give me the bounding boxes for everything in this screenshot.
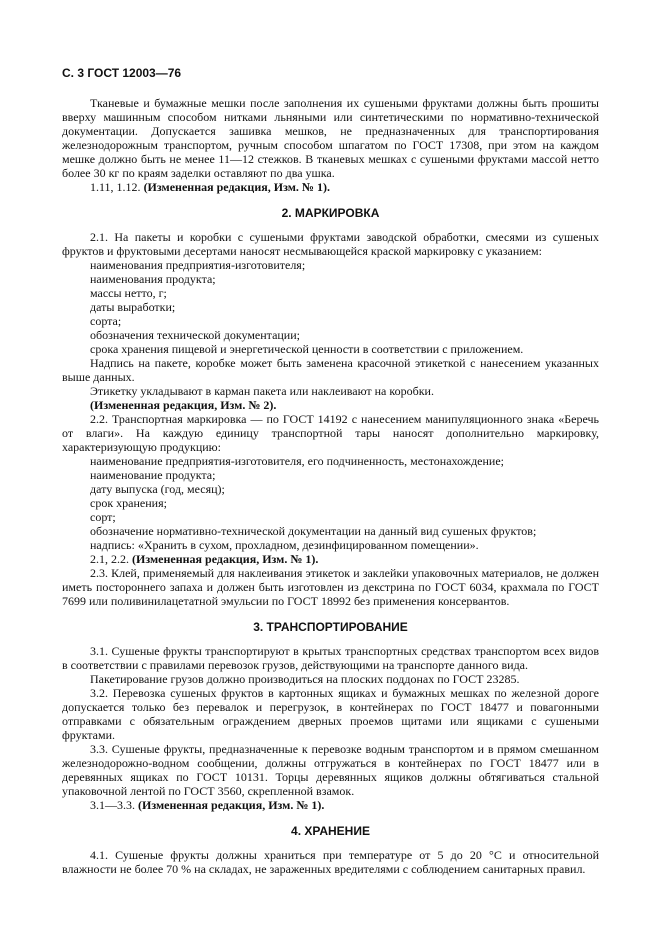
- paragraph: 3.1. Сушеные фрукты транспортируют в крытых транспортных средствах транспортом всех видов в соответствии с правилами перевозок грузов, действующими на транспорте данного вида.: [62, 644, 599, 672]
- paragraph: Тканевые и бумажные мешки после заполнения их сушеными фруктами должны быть прошиты вверху машинным способом нитками льняными или синтетическими по нормативно-технической документации. Допускается зашивка мешков, не предназначенных для транспортирования железнодорожным транспортом, ручным способом шпагатом по ГОСТ 17308, при этом на каждом мешке должно быть не менее 11—12 стежков. В тканевых мешках с сушеными фруктами массой нетто более 30 кг по краям заделки оставляют по два ушка.: [62, 96, 599, 180]
- paragraph: 2.1. На пакеты и коробки с сушеными фруктами заводской обработки, смесями из сушеных фруктов и фруктовыми десертами наносят несмывающейся краской маркировку с указанием:: [62, 230, 599, 258]
- amendment-note: 3.1—3.3. (Измененная редакция, Изм. № 1).: [90, 798, 325, 812]
- list-item: срока хранения пищевой и энергетической ценности в соответствии с приложением.: [90, 342, 524, 356]
- list-item: наименование продукта;: [90, 468, 216, 482]
- list-item: обозначения технической документации;: [90, 328, 300, 342]
- paragraph: 2.2. Транспортная маркировка — по ГОСТ 14192 с нанесением манипуляционного знака «Беречь от влаги». На каждую единицу транспортной тары наносят дополнительно маркировку, характеризующую продукцию:: [62, 412, 599, 454]
- list-item: наименования предприятия-изготовителя;: [90, 258, 306, 272]
- list-item: обозначение нормативно-технической документации на данный вид сушеных фруктов;: [90, 524, 537, 538]
- list-item: даты выработки;: [90, 300, 176, 314]
- section-title-transport: 3. ТРАНСПОРТИРОВАНИЕ: [253, 620, 408, 634]
- page-header: С. 3 ГОСТ 12003—76: [62, 66, 182, 80]
- marking-list: [62, 258, 599, 356]
- list-item: наименование предприятия-изготовителя, его подчиненность, местонахождение;: [90, 454, 505, 468]
- list-item: надпись: «Хранить в сухом, прохладном, дезинфицированном помещении».: [90, 538, 479, 552]
- paragraph: Надпись на пакете, коробке может быть заменена красочной этикеткой с нанесением указанных выше данных.: [62, 356, 599, 384]
- paragraph: Пакетирование грузов должно производиться на плоских поддонах по ГОСТ 23285.: [90, 672, 520, 686]
- paragraph: Этикетку укладывают в карман пакета или наклеивают на коробки.: [90, 384, 434, 398]
- transport-marking-list: [62, 454, 599, 552]
- list-item: сорт;: [90, 510, 116, 524]
- amendment-note: 1.11, 1.12. (Измененная редакция, Изм. № 1).: [90, 180, 330, 194]
- paragraph: 3.2. Перевозка сушеных фруктов в картонных ящиках и бумажных мешках по железной дороге допускается только без перевалок и перегрузок, в контейнерах по ГОСТ 18477 и повагонными отправками с обязательным ограждением дверных проемов щитами или ящиками с сушеными фруктами.: [62, 686, 599, 742]
- list-item: дату выпуска (год, месяц);: [90, 482, 225, 496]
- paragraph: 2.3. Клей, применяемый для наклеивания этикеток и заклейки упаковочных материалов, не должен иметь постороннего запаха и должен быть изготовлен из декстрина по ГОСТ 6034, крахмала по ГОСТ 7699 или поливинилацетатной эмульсии по ГОСТ 18992 без применения консервантов.: [62, 566, 599, 608]
- list-item: массы нетто, г;: [90, 286, 167, 300]
- document-body: [62, 96, 599, 876]
- amendment-note: (Измененная редакция, Изм. № 2).: [90, 398, 277, 412]
- section-title-marking: 2. МАРКИРОВКА: [281, 206, 380, 220]
- paragraph: 3.3. Сушеные фрукты, предназначенные к перевозке водным транспортом и в прямом смешанном железнодорожно-водном сообщении, должны отгружаться в контейнерах по ГОСТ 18477 или в деревянных ящиках по ГОСТ 10131. Торцы деревянных ящиков должны обтягиваться стальной упаковочной лентой по ГОСТ 3560, скрепленной взамок.: [62, 742, 599, 798]
- paragraph: 4.1. Сушеные фрукты должны храниться при температуре от 5 до 20 °С и относительной влажности не более 70 % на складах, не зараженных вредителями с соблюдением санитарных правил.: [62, 848, 599, 876]
- amendment-note: 2.1, 2.2. (Измененная редакция, Изм. № 1).: [90, 552, 319, 566]
- section-title-storage: 4. ХРАНЕНИЕ: [291, 824, 370, 838]
- list-item: наименования продукта;: [90, 272, 216, 286]
- list-item: сорта;: [90, 314, 122, 328]
- list-item: срок хранения;: [90, 496, 167, 510]
